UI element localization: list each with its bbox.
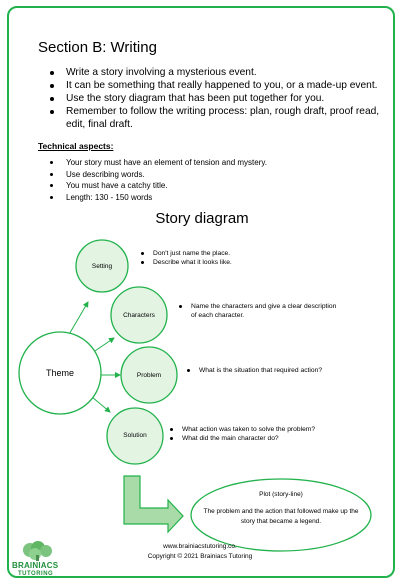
logo-brand-subtitle: TUTORING [18, 571, 54, 577]
list-item: You must have a catchy title. [50, 180, 370, 192]
list-item: Write a story involving a mysterious event. [50, 66, 380, 79]
characters-notes [179, 302, 339, 320]
arrow-to-solution [92, 397, 110, 412]
list-item: What action was taken to solve the problem? [170, 425, 320, 434]
list-item: Name the characters and give a clear description of each character. [179, 302, 339, 320]
list-item: Use the story diagram that has been put together for you. [50, 92, 380, 105]
plot-arrow [124, 476, 183, 532]
problem-label: Problem [136, 372, 162, 379]
list-item: Length: 130 - 150 words [50, 192, 370, 204]
setting-label: Setting [91, 263, 113, 270]
characters-label: Characters [123, 312, 155, 319]
list-item: Describe what it looks like. [141, 258, 271, 267]
list-item: Remember to follow the writing process: plan, rough draft, proof read, edit, final draft. [50, 105, 380, 131]
footer-copyright: Copyright © 2021 Brainiacs Tutoring [147, 553, 253, 560]
section-title: Section B: Writing [38, 39, 157, 56]
technical-aspects-heading: Technical aspects: [38, 141, 114, 151]
diagram-title: Story diagram [155, 210, 249, 227]
plot-description: The problem and the action that followed make up the story that became a legend. [203, 508, 359, 525]
list-item: What is the situation that required action? [187, 366, 337, 375]
setting-notes [141, 249, 271, 267]
list-item: What did the main character do? [170, 434, 320, 443]
list-item: Don't just name the place. [141, 249, 271, 258]
plot-title: Plot (story-line) [259, 491, 303, 498]
solution-notes [170, 425, 320, 443]
list-item: Use describing words. [50, 169, 370, 181]
problem-notes [187, 366, 337, 375]
arrow-to-characters [92, 338, 114, 353]
solution-label: Solution [123, 432, 147, 439]
logo-brand-name: BRAINIACS [12, 561, 59, 570]
footer-website: www.brainiacstutoring.co. [163, 543, 237, 550]
list-item: Your story must have an element of tension and mystery. [50, 157, 370, 169]
theme-label: Theme [45, 368, 74, 378]
list-item: It can be something that really happened to you, or a made-up event. [50, 79, 380, 92]
